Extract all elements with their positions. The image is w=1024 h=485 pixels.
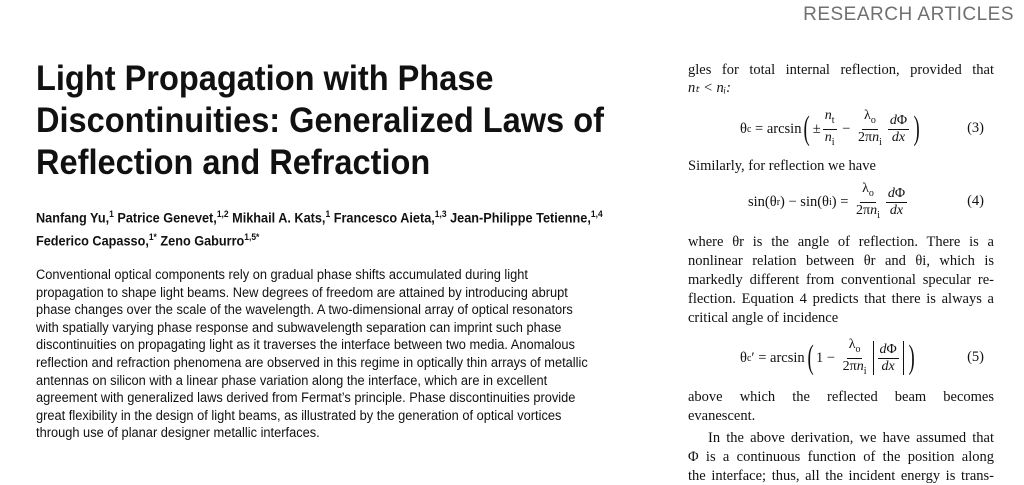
title-line: Light Propagation with Phase [36, 59, 494, 98]
text-line: flection. Equation 4 predicts that there is always a [688, 291, 994, 307]
text-line: above which the reflected beam becomes [688, 389, 994, 405]
author-name: Mikhail A. Kats, [232, 210, 326, 226]
equation-4 [688, 180, 994, 224]
abstract-line: through use of planar designer metallic interfaces. [36, 425, 320, 441]
author-name: Federico Capasso, [36, 233, 149, 248]
article-title [36, 58, 631, 184]
equation-5 [688, 336, 994, 380]
section-label: RESEARCH ARTICLES [803, 4, 1014, 25]
equation-body: θ c ′ = arcsin ( 1 − $\frac{\lambda_o}{2\pi n_i}$ $\frac{d\Phi}{dx}$ ) [740, 336, 915, 377]
abstract-line: agreement with generalized laws derived from Fermat’s principle. Phase discontinuities provide [36, 390, 576, 406]
author-affiliation: 1,3 [434, 209, 447, 219]
author-affiliation: 1* [148, 231, 157, 242]
abstract-line: reflection and refraction phenomena are observed in this regime in optically thin arrays of metallic [36, 354, 588, 370]
abstract-line: phase changes over the scale of the wavelength. A two-dimensional array of optical resonators [36, 302, 573, 318]
text-line: the interface; thus, all the incident energy is trans- [688, 468, 994, 484]
equation-body: sin(θ r ) − sin(θ i ) = $\frac{\lambda_o}{2\pi n_i}$ $\frac{d\Phi}{dx}$ [748, 180, 906, 221]
equation-body: θ c = arcsin ( ± $\frac{n_t}{n_i}$ − $\frac{\lambda_o}{2\pi n_i}$ $\frac{d\Phi}{dx}$ ) [740, 107, 920, 148]
abstract-line: propagation to shape light beams. New degrees of freedom are attained by introducing abrupt [36, 284, 568, 300]
author-line [36, 228, 656, 251]
abstract-line: antennas on silicon with a linear phase variation along the interface, which are in excellent [36, 372, 548, 388]
title-line: Reflection and Refraction [36, 143, 431, 182]
text-line: evanescent. [688, 408, 756, 424]
text-line: In the above derivation, we have assumed that [708, 430, 994, 446]
author-affiliation: 1 [325, 209, 331, 219]
text-line: Φ is a continuous function of the position along [688, 449, 994, 465]
abstract-line: Conventional optical components rely on gradual phase shifts accumulated during light [36, 267, 528, 282]
author-name: Zeno Gaburro [160, 233, 245, 248]
author-affiliation: 1,5* [244, 231, 260, 242]
abstract-line: great flexibility in the design of light beams, as illustrated by the generation of optical vortices [36, 407, 562, 423]
equation-number: (4) [967, 193, 984, 209]
equation-number: (5) [967, 349, 984, 365]
abstract-line: with spatially varying phase response and subwavelength separation can imprint such phase [36, 319, 562, 335]
text-line: nonlinear relation between θr and θi, which is [688, 253, 994, 269]
author-list [36, 205, 656, 250]
equation-3 [688, 107, 994, 151]
author-name: Patrice Genevet, [117, 210, 217, 226]
text-line: gles for total internal reflection, provided that [688, 62, 994, 78]
equation-number: (3) [967, 120, 984, 136]
text-line: markedly different from conventional specular re- [688, 272, 994, 288]
abstract-line: discontinuities on propagating light as it traverses the interface between two media. Anomalous [36, 337, 575, 353]
author-name: Nanfang Yu, [36, 210, 110, 226]
author-line [36, 205, 656, 228]
abstract [36, 266, 676, 442]
author-affiliation: 1,2 [216, 209, 229, 219]
text-line: Similarly, for reflection we have [688, 158, 876, 174]
author-affiliation: 1 [109, 209, 114, 219]
title-line: Discontinuities: Generalized Laws of [36, 101, 604, 140]
text-line: critical angle of incidence [688, 310, 839, 326]
text-line: where θr is the angle of reflection. There is a [688, 234, 994, 250]
author-name: Jean-Philippe Tetienne, [450, 210, 591, 226]
author-affiliation: 1,4 [590, 209, 603, 219]
text-line: nₜ < nᵢ: [688, 80, 731, 96]
author-name: Francesco Aieta, [333, 210, 435, 226]
